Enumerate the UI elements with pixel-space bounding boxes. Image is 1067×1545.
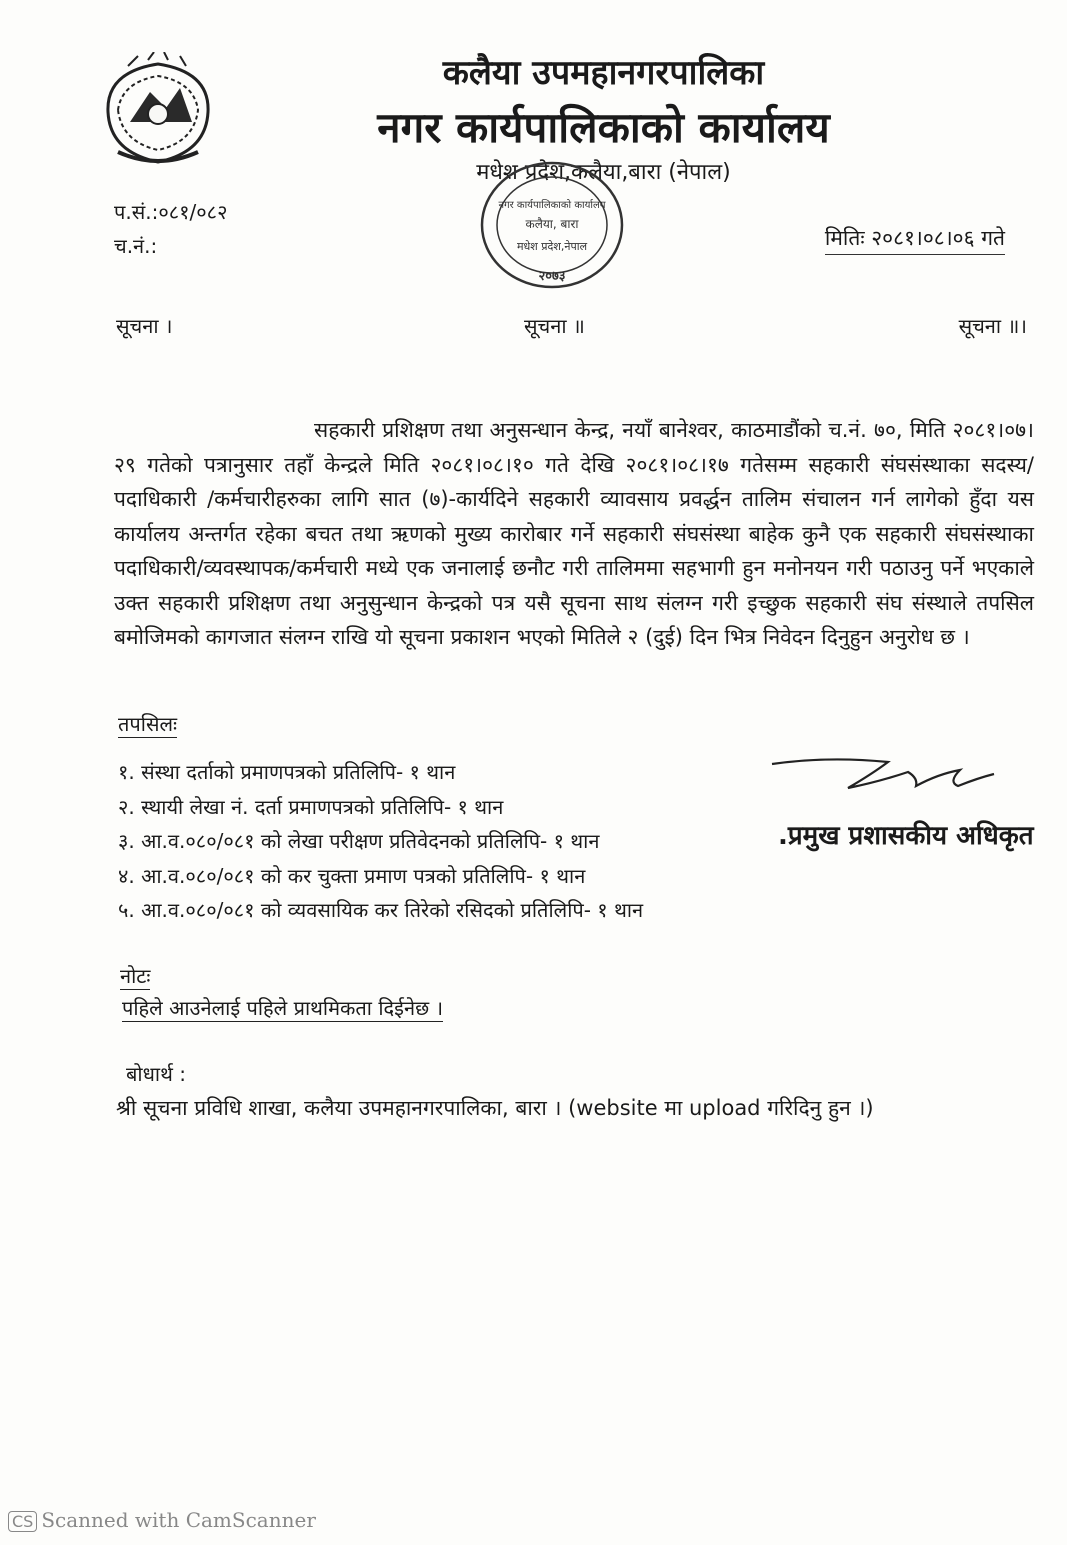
- dispatch-number: च.नं.:: [114, 234, 158, 258]
- cc-label: बोधार्थ :: [126, 1062, 186, 1086]
- letter-number: प.सं.:०८१/०८२: [114, 200, 228, 224]
- cc-text: श्री सूचना प्रविधि शाखा, कलैया उपमहानगरपालिका, बारा । (website मा upload गरिदिनु हुन ।): [116, 1096, 874, 1120]
- list-item: ५. आ.व.०८०/०८१ को व्यवसायिक कर तिरेको रसिदको प्रतिलिपि- १ थान: [118, 898, 644, 922]
- notice-label-left: सूचना ।: [116, 314, 173, 338]
- office-name: नगर कार्यपालिकाको कार्यालय: [377, 103, 830, 152]
- office-address: मधेश प्रदेश,कलैया,बारा (नेपाल): [476, 160, 731, 185]
- list-item: ३. आ.व.०८०/०८१ को लेखा परीक्षण प्रतिवेदनको प्रतिलिपि- १ थान: [118, 829, 600, 853]
- camscanner-logo: CS: [8, 1511, 37, 1532]
- note-heading: नोटः: [120, 964, 151, 988]
- signatory-title: .प्रमुख प्रशासकीय अधिकृत: [778, 821, 1034, 851]
- svg-text:नगर कार्यपालिकाको कार्यालय: नगर कार्यपालिकाको कार्यालय: [498, 200, 606, 211]
- required-documents-list: [118, 755, 643, 928]
- notice-label-center: सूचना ॥: [524, 314, 585, 338]
- municipality-name: कलैया उपमहानगरपालिका: [442, 53, 765, 93]
- letter-date: मितिः २०८१।०८।०६ गते: [825, 224, 1005, 255]
- list-item: ४. आ.व.०८०/०८१ को कर चुक्ता प्रमाण पत्रको प्रतिलिपि- १ थान: [118, 863, 586, 888]
- notice-label-right: सूचना ॥।: [958, 314, 1027, 338]
- camscanner-watermark: [8, 1508, 316, 1532]
- office-seal: [472, 150, 632, 300]
- handwritten-signature: [768, 752, 998, 802]
- notice-body: सहकारी प्रशिक्षण तथा अनुसन्धान केन्द्र, नयाँ बानेश्वर, काठमाडौंको च.नं. ७०, मिति २०८१।०७।२९ गतेको पत्रानुसार तहाँ केन्द्रले मिति २०८१।०८।१० गते देखि २०८१।०८।१७ गतेसम्म सहकारी संघसंस्थाका सदस्य/पदाधिकारी /कर्मचारीहरुका लागि सात (७)-कार्यदिने सहकारी व्यावसाय प्रवर्द्धन तालिम संचालन गर्न लागेको हुँदा यस कार्यालय अन्तर्गत रहेका बचत तथा ऋणको मुख्य कारोबार गर्ने सहकारी संघसंस्था बाहेक कुनै एक सहकारी संघसंस्थाका पदाधिकारी/व्यवस्थापक/कर्मचारी मध्ये एक जनालाई छनौट गरी तालिममा सहभागी हुन मनोनयन गरी पठाउनु पर्ने भएकाले उक्त सहकारी प्रशिक्षण तथा अनुसुन्धान केन्द्रको पत्र यसै सूचना साथ संलग्न गरी इच्छुक सहकारी संघ संस्थाले तपसिल बमोजिमको कागजात संलग्न राखि यो सूचना प्रकाशन भएको मितिले २ (दुई) दिन भित्र निवेदन दिनुहुन अनुरोध छ ।: [114, 418, 1034, 649]
- svg-text:मधेश प्रदेश,नेपाल: मधेश प्रदेश,नेपाल: [516, 240, 588, 253]
- note-text: पहिले आउनेलाई पहिले प्राथमिकता दिईनेछ ।: [122, 996, 444, 1020]
- svg-text:कलैया, बारा: कलैया, बारा: [525, 217, 579, 231]
- list-item: २. स्थायी लेखा नं. दर्ता प्रमाणपत्रको प्रतिलिपि- १ थान: [118, 794, 504, 819]
- camscanner-text: Scanned with CamScanner: [41, 1508, 316, 1532]
- svg-text:२०७३: २०७३: [538, 269, 566, 284]
- details-heading: तपसिलः: [118, 712, 178, 736]
- list-item: १. संस्था दर्ताको प्रमाणपत्रको प्रतिलिपि- १ थान: [118, 760, 456, 784]
